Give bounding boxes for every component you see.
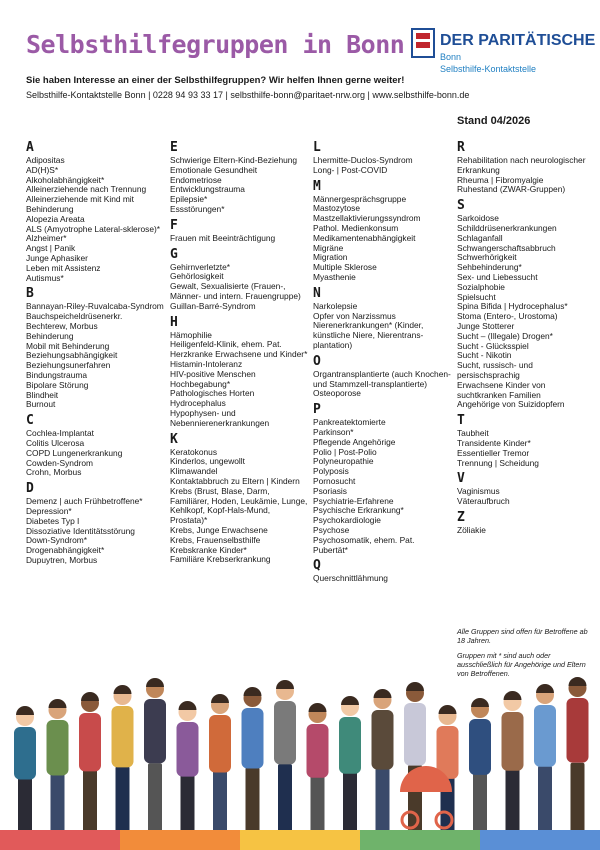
section-letter: B [26,286,34,302]
group-item[interactable]: Sucht - Glücksspiel [457,340,529,351]
group-item[interactable]: Hämophilie [170,329,212,340]
group-item[interactable]: Gewalt, Sexualisierte (Frauen-, Männer- und intern. Frauengruppe) [170,281,301,301]
group-item[interactable]: Long- | Post-COVID [313,164,388,175]
section-letter: F [170,217,178,233]
group-item[interactable]: Querschnittlähmung [313,573,388,584]
group-item[interactable]: Pathologisches Horten [170,388,255,399]
group-item[interactable]: ALS (Amyotrophe Lateral-sklerose)* [26,223,161,234]
section-letter: O [313,353,321,369]
logo-name: DER PARITÄTISCHE [440,32,596,49]
logo-subtitle: Selbsthilfe-Kontaktstelle [440,64,537,74]
column-4 [457,137,587,536]
group-item[interactable]: Down-Syndrom* [26,535,87,546]
group-item[interactable]: Familiäre Krebserkrankung [170,554,271,565]
group-item[interactable]: Guillan-Barré-Syndrom [170,300,256,311]
paritaetische-logo [411,28,596,78]
group-item[interactable]: Hypophysen- und Nebennierenerkrankungen [170,407,270,428]
group-item[interactable]: Burnout [26,399,56,410]
group-item[interactable]: Bindungstrauma [26,369,87,380]
group-item[interactable]: Alleinerziehende mit Kind mit Behinderung [26,194,134,214]
group-item[interactable]: Pflegende Angehörige [313,436,396,447]
group-item[interactable]: Schwierige Eltern-Kind-Beziehung [170,155,298,165]
group-item[interactable]: Keratokonus [170,446,218,457]
group-item[interactable]: Angehörige von Suizidopfern [457,399,565,410]
group-item[interactable]: Adipositas [26,155,65,165]
group-item[interactable]: Alzheimer* [26,233,67,244]
group-item[interactable]: Krebs, Frauenselbsthilfe [170,534,261,545]
section-letter: L [313,140,321,155]
group-item[interactable]: Essentieller Tremor [457,447,530,458]
section-letter: E [170,140,178,155]
group-item[interactable]: Erwachsene Kinder von suchtkranken Familien [457,379,546,400]
column-2 [170,137,308,565]
group-item[interactable]: Nierenerkrankungen* (Kinder, künstliche Niere, Nierentrans-plantation) [313,320,424,350]
group-item[interactable]: Hydrocephalus [170,398,226,409]
group-item[interactable]: Bannayan-Riley-Ruvalcaba-Syndrom [26,301,164,312]
section-letter: K [170,431,178,447]
group-item[interactable]: Spina Bifida | Hydrocephalus* [457,301,568,312]
group-item[interactable]: Sucht - Nikotin [457,350,512,361]
logo-city: Bonn [440,52,462,62]
group-item[interactable]: Myasthenie [313,271,356,282]
section-letter: T [457,413,465,429]
people-group-illustration [0,672,600,832]
group-item[interactable]: Taubheit [457,428,489,439]
group-item[interactable]: Autismus* [26,272,64,283]
group-item[interactable]: Junge Aphasiker [26,252,88,263]
group-item[interactable]: Krebs (Brust, Blase, Darm, Familiärer, Hoden, Leukämie, Lunge, Kehlkopf, Kopf-Hals-Mund, Prostata)* [170,485,308,526]
group-item[interactable]: Narkolepsie [313,300,358,311]
group-item[interactable]: Sucht, russisch- und persischsprachig [457,360,533,380]
color-stripe [0,830,600,850]
section-letter: Z [457,509,465,525]
group-item[interactable]: Herzkranke Erwachsene und Kinder* [170,349,308,360]
section-letter: R [457,140,465,155]
group-item[interactable]: Rehabilitation nach neurologischer Erkrankung [457,155,586,175]
group-item[interactable]: Bipolare Störung [26,379,89,390]
group-item[interactable]: Essstörungen* [170,203,225,214]
section-letter: N [313,285,321,301]
group-item[interactable]: Bauchspeicheldrüsenerkr. [26,311,123,322]
group-item[interactable]: Mastozytose [313,203,361,214]
group-item[interactable]: Emotionale Gesundheit [170,164,258,175]
tagline: Sie haben Interesse an einer der Selbsthilfegruppen? Wir helfen Ihnen gerne weiter! [26,75,405,86]
group-item[interactable]: Crohn, Morbus [26,467,82,478]
page-title: Selbsthilfegruppen in Bonn [26,30,405,59]
group-item[interactable]: Trennung | Scheidung [457,457,539,468]
group-item[interactable]: Polio | Post-Polio [313,446,377,457]
section-letter: S [457,198,465,214]
group-item[interactable]: Heiligenfeld-Klinik, ehem. Pat. [170,339,282,350]
group-item[interactable]: Angst | Panik [26,243,76,254]
section-letter: V [457,471,465,487]
group-item[interactable]: Psychische Erkrankung* [313,505,404,516]
group-item[interactable]: Medikamentenabhängigkeit [313,232,416,243]
group-item[interactable]: Leben mit Assistenz [26,262,101,273]
group-item[interactable]: Junge Stotterer [457,320,515,331]
group-item[interactable]: Schlaganfall [457,232,503,243]
group-item[interactable]: Behinderung [26,330,74,341]
group-item[interactable]: Parkinson* [313,426,354,437]
group-item[interactable]: Beziehungsabhängigkeit [26,350,118,361]
section-letter: C [26,413,34,429]
group-item[interactable]: Ruhestand (ZWAR-Gruppen) [457,184,566,195]
group-item[interactable]: Schwangerschaftsabbruch [457,242,556,253]
group-item[interactable]: Polyposis [313,466,349,477]
group-item[interactable]: Beziehungsunerfahren [26,360,111,371]
group-item[interactable]: Osteoporose [313,388,361,399]
group-item[interactable]: Endometriose [170,174,222,185]
group-item[interactable]: Pubertät* [313,544,348,555]
stand-date: Stand 04/2026 [457,115,531,127]
section-letter: M [313,178,321,194]
group-item[interactable]: Pornosucht [313,475,356,486]
group-item[interactable]: Pankreatektomierte [313,417,386,428]
group-item[interactable]: Schwerhörigkeit [457,252,517,263]
section-letter: G [170,246,178,262]
group-item[interactable]: Kinderlos, ungewollt [170,456,245,467]
group-item[interactable]: Epilepsie* [170,194,208,205]
group-item[interactable]: Zöliakie [457,524,486,535]
group-item[interactable]: Migration [313,252,348,263]
group-item[interactable]: Frauen mit Beeinträchtigung [170,232,276,243]
group-item[interactable]: Männergesprächsgruppe [313,193,407,204]
group-item[interactable]: Väteraufbruch [457,496,510,507]
group-item[interactable]: Organtransplantierte (auch Knochen- und Stammzell-transplantierte) [313,368,451,389]
group-item[interactable]: Rheuma | Fibromyalgie [457,174,544,185]
group-item[interactable]: Opfer von Narzissmus [313,310,396,321]
column-3 [313,137,451,584]
group-item[interactable]: Krebs, Junge Erwachsene [170,524,268,535]
group-item[interactable]: Sex- und Liebessucht [457,271,538,282]
section-letter: P [313,402,321,418]
group-item[interactable]: Stoma (Entero-, Urostoma) [457,311,558,322]
group-item[interactable]: Psychiatrie-Erfahrene [313,495,394,506]
group-item[interactable]: Gehirnverletzte* [170,261,231,272]
paritaetische-logo-icon [411,28,435,58]
group-item[interactable]: Bechterew, Morbus [26,320,98,331]
group-item[interactable]: Sucht – (Illegale) Drogen* [457,330,553,341]
group-item[interactable]: Schilddrüsenerkrankungen [457,222,557,233]
group-item[interactable]: Alleinerziehende nach Trennung [26,184,147,195]
note-age: Alle Gruppen sind offen für Betroffene ab 18 Jahren. [457,627,588,645]
group-item[interactable]: Vaginismus [457,486,500,497]
group-item[interactable]: Gehörlosigkeit [170,271,224,282]
group-item[interactable]: Multiple Sklerose [313,262,377,273]
column-1 [26,137,164,566]
group-item[interactable]: Cochlea-Implantat [26,428,94,439]
group-item[interactable]: Mobil mit Behinderung [26,340,110,351]
group-item[interactable]: Kontaktabbruch zu Eltern | Kindern [170,475,300,486]
group-item[interactable]: Dupuytren, Morbus [26,554,98,565]
group-item[interactable]: Depression* [26,505,72,516]
group-item[interactable]: Sozialphobie [457,281,505,292]
group-item[interactable]: Spielsucht [457,291,496,302]
group-item[interactable]: Polyneuropathie [313,456,374,467]
group-item[interactable]: HIV-positive Menschen [170,368,256,379]
group-item[interactable]: Alopezia Areata [26,213,85,224]
group-item[interactable]: Pathol. Medienkonsum [313,222,399,233]
group-item[interactable]: Colitis Ulcerosa [26,437,85,448]
group-item[interactable]: Sarkoidose [457,213,499,224]
group-item[interactable]: Alkoholabhängigkeit* [26,174,105,185]
contact-line: Selbsthilfe-Kontaktstelle Bonn | 0228 94 93 33 17 | selbsthilfe-bonn@paritaet-nrw.org | www.selbsthilfe-bonn.de [26,90,470,100]
section-letter: Q [313,558,321,574]
group-item[interactable]: Psychokardiologie [313,515,381,526]
group-item[interactable]: Blindheit [26,389,59,400]
group-item[interactable]: Dissoziative Identitätsstörung [26,525,135,536]
group-item[interactable]: Entwicklungstrauma [170,184,245,195]
group-item[interactable]: Mastzellaktivierungssyndrom [313,213,421,224]
group-item[interactable]: Migräne [313,242,344,253]
group-item[interactable]: AD(H)S* [26,164,59,175]
section-letter: H [170,314,178,330]
group-item[interactable]: Lhermitte-Duclos-Syndrom [313,155,413,165]
group-item[interactable]: Sehbehinderung* [457,262,522,273]
note-relatives: Gruppen mit * sind auch oder ausschließlich für Angehörige und Eltern von Betroffenen. [457,651,586,678]
group-item[interactable]: Psychosomatik, ehem. Pat. [313,534,415,545]
section-letter: A [26,140,34,155]
group-item[interactable]: COPD Lungenerkrankung [26,447,123,458]
group-item[interactable]: Psoriasis [313,485,347,496]
group-item[interactable]: Diabetes Typ I [26,515,80,526]
group-item[interactable]: Krebskranke Kinder* [170,544,247,555]
group-item[interactable]: Histamin-Intoleranz [170,358,243,369]
group-item[interactable]: Psychose [313,524,350,535]
group-item[interactable]: Transidente Kinder* [457,437,531,448]
group-item[interactable]: Hochbegabung* [170,378,231,389]
group-item[interactable]: Drogenabhängigkeit* [26,545,105,556]
group-item[interactable]: Klimawandel [170,466,218,477]
section-letter: D [26,481,34,497]
group-item[interactable]: Cowden-Syndrom [26,457,94,468]
group-item[interactable]: Demenz | auch Frühbetroffene* [26,496,143,507]
